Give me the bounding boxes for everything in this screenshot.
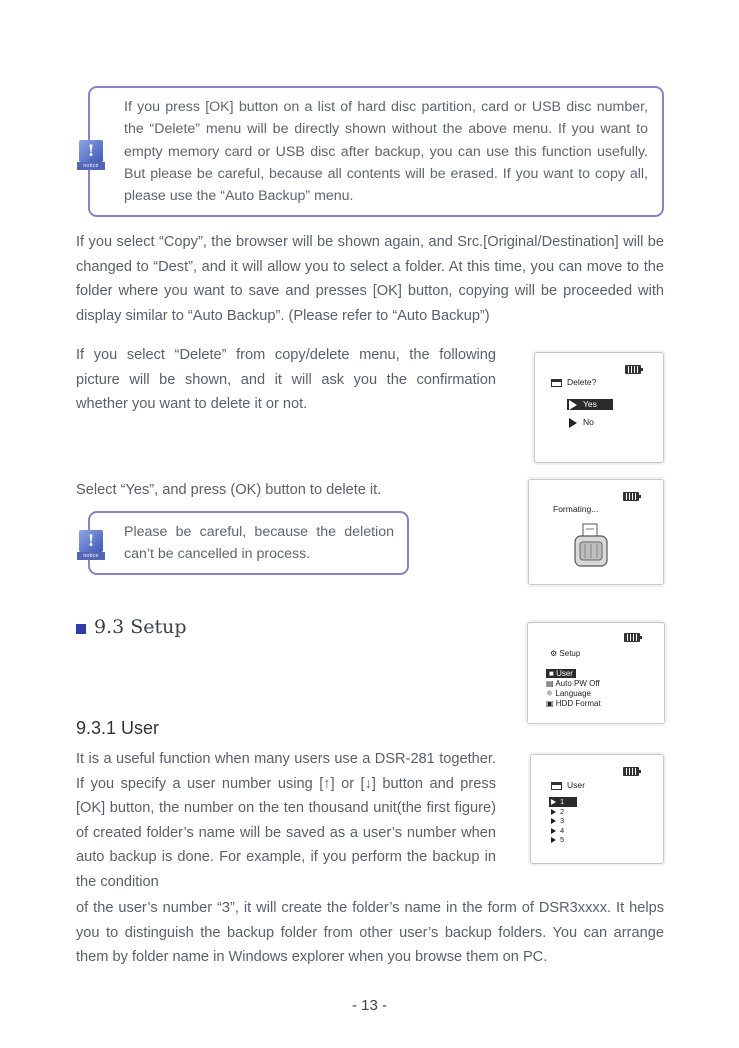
screen-user (530, 754, 664, 864)
notice-box-erase-warning (88, 86, 664, 217)
screen-formatting (528, 479, 664, 585)
paragraph-select-yes: Select “Yes”, and press (OK) button to delete it. (76, 482, 382, 498)
notice-icon: ! notice (77, 530, 105, 562)
hdd-icon: ▣ (546, 699, 554, 708)
battery-icon (623, 492, 639, 501)
subsection-title: 9.3.1 User (76, 718, 160, 738)
notice-box-deletion-warning (88, 511, 409, 575)
user-item-1[interactable]: 1 (549, 797, 577, 807)
paragraph-user-continued: of the user’s number “3”, it will create the folder’s name in the form of DSR3xxxx. It helps you to distinguish the backup folder from other user’s backup folders. You can arrange them by folder name in Windows explorer when you browse them on PC. (76, 900, 664, 965)
notice-text: If you press [OK] button on a list of hard disc partition, card or USB disc number, the “Delete” menu will be directly shown without the above menu. If you want to empty memory card or USB disc after backup, you can use this function usefully. But please be careful, because all contents will be erased. If you want to copy all, please use the “Auto Backup” menu. (124, 99, 648, 205)
paragraph-user: It is a useful function when many users use a DSR-281 together. If you specify a user number using [↑] or [↓] button and press [OK] button, the number on the ten thousand unit(the first figure) of created folder’s name will be saved as a user’s number when auto backup is done. For example, if you perform the backup in the condition (76, 751, 496, 890)
arrow-icon (569, 400, 577, 410)
setup-item-auto-pw-off[interactable]: ▤ Auto PW Off (546, 679, 600, 688)
screen-title: User (567, 780, 585, 790)
page-number: - 13 - (351, 997, 387, 1014)
screen-delete-confirm (534, 352, 664, 463)
notice-icon: ! notice (77, 140, 105, 172)
wrench-icon: ⚙ (550, 649, 558, 658)
battery-icon (623, 767, 639, 776)
user-item-5[interactable]: 5 (549, 835, 577, 845)
user-item-3[interactable]: 3 (549, 816, 577, 826)
screen-setup (527, 622, 665, 724)
menu-icon (551, 782, 562, 790)
arrow-icon (569, 418, 577, 428)
user-item-2[interactable]: 2 (549, 807, 577, 817)
screen-title: Setup (559, 649, 581, 658)
setup-item-user[interactable]: ■ User (546, 669, 601, 679)
language-icon: ⚛ (546, 689, 554, 698)
paragraph-copy: If you select “Copy”, the browser will be shown again, and Src.[Original/Destination] will be changed to “Dest”, and it will allow you to select a folder. At this time, you can move to the folder where you want to save and presses [OK] button, copying will be proceeded with display similar to “Auto Backup”. (Please refer to “Auto Backup”) (76, 234, 664, 324)
paragraph-delete: If you select “Delete” from copy/delete menu, the following picture will be shown, and it will ask you the confirmation whether you want to delete it or not. (76, 347, 496, 412)
setup-item-language[interactable]: ⚛ Language (546, 689, 591, 698)
menu-icon: ▤ (546, 679, 554, 688)
setup-item-hdd-format[interactable]: ▣ HDD Format (546, 699, 601, 708)
menu-icon (551, 379, 562, 387)
user-item-4[interactable]: 4 (549, 826, 577, 836)
option-yes[interactable]: Yes (567, 399, 613, 410)
notice-text: Please be careful, because the deletion can’t be cancelled in process. (124, 524, 394, 563)
user-icon: ■ (549, 669, 554, 678)
battery-icon (625, 365, 641, 374)
battery-icon (624, 633, 640, 642)
screen-title: Formating... (553, 504, 599, 514)
screen-title: Delete? (567, 377, 597, 387)
option-no[interactable]: No (569, 417, 594, 428)
section-title: 9.3 Setup (94, 616, 187, 638)
hard-disk-icon (571, 520, 611, 570)
section-bullet (76, 624, 86, 634)
